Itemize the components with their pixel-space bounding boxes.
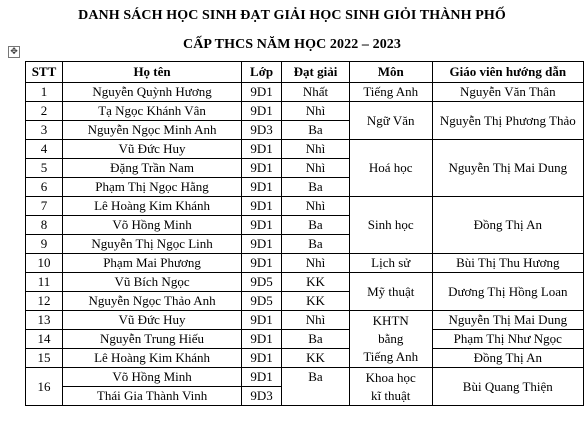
- cell-award: Nhất: [282, 83, 350, 102]
- cell-name: Vũ Bích Ngọc: [62, 273, 241, 292]
- table-row: [26, 254, 584, 273]
- cell-stt: 8: [26, 216, 63, 235]
- cell-stt: 12: [26, 292, 63, 311]
- cell-award: Nhì: [282, 159, 350, 178]
- cell-class: 9D1: [242, 254, 282, 273]
- cell-stt: 16: [26, 368, 63, 406]
- cell-stt: 9: [26, 235, 63, 254]
- cell-name: Vũ Đức Huy: [62, 311, 241, 330]
- cell-class: 9D5: [242, 292, 282, 311]
- table-row: [26, 83, 584, 102]
- table-row: [26, 311, 584, 330]
- cell-stt: 5: [26, 159, 63, 178]
- cell-award: Ba: [282, 368, 350, 406]
- cell-award: Ba: [282, 330, 350, 349]
- cell-class: 9D1: [242, 102, 282, 121]
- cell-teacher: Nguyễn Thị Mai Dung: [432, 311, 583, 330]
- cell-subject: Lịch sử: [349, 254, 432, 273]
- cell-teacher: Đồng Thị An: [432, 349, 583, 368]
- table-row: [26, 330, 584, 349]
- cell-class: 9D1: [242, 83, 282, 102]
- cell-name: Phạm Thị Ngọc Hằng: [62, 178, 241, 197]
- cell-award: Nhì: [282, 311, 350, 330]
- cell-award: KK: [282, 292, 350, 311]
- header-subject: Môn: [349, 62, 432, 83]
- cell-class: 9D3: [242, 387, 282, 406]
- cell-class: 9D1: [242, 368, 282, 387]
- cell-stt: 3: [26, 121, 63, 140]
- cell-teacher: Nguyễn Văn Thân: [432, 83, 583, 102]
- cell-teacher: Dương Thị Hồng Loan: [432, 273, 583, 311]
- cell-teacher: Bùi Quang Thiện: [432, 368, 583, 406]
- move-handle-icon[interactable]: ✥: [8, 46, 20, 58]
- cell-award: Nhì: [282, 140, 350, 159]
- cell-class: 9D1: [242, 235, 282, 254]
- cell-award: KK: [282, 349, 350, 368]
- header-stt: STT: [26, 62, 63, 83]
- subject-line: KHTN: [372, 313, 409, 328]
- cell-award: Nhì: [282, 197, 350, 216]
- cell-class: 9D1: [242, 140, 282, 159]
- cell-subject: Hoá học: [349, 140, 432, 197]
- table-row: [26, 349, 584, 368]
- cell-award: Nhì: [282, 102, 350, 121]
- cell-award: Nhì: [282, 254, 350, 273]
- cell-name: Nguyễn Ngọc Minh Anh: [62, 121, 241, 140]
- cell-name: Lê Hoàng Kim Khánh: [62, 349, 241, 368]
- cell-award: Ba: [282, 178, 350, 197]
- cell-name: Thái Gia Thành Vinh: [62, 387, 241, 406]
- cell-name: Nguyễn Thị Ngọc Linh: [62, 235, 241, 254]
- cell-class: 9D1: [242, 311, 282, 330]
- table-row: [26, 368, 584, 387]
- cell-class: 9D1: [242, 178, 282, 197]
- table-row: [26, 102, 584, 121]
- subject-line: Tiếng Anh: [363, 349, 419, 364]
- header-teacher: Giáo viên hướng dẫn: [432, 62, 583, 83]
- cell-award: KK: [282, 273, 350, 292]
- cell-name: Vũ Đức Huy: [62, 140, 241, 159]
- cell-award: Ba: [282, 235, 350, 254]
- cell-award: Ba: [282, 121, 350, 140]
- cell-stt: 13: [26, 311, 63, 330]
- table-row: [26, 140, 584, 159]
- cell-class: 9D1: [242, 216, 282, 235]
- cell-stt: 7: [26, 197, 63, 216]
- award-table: [25, 61, 584, 406]
- subject-line: bằng: [378, 331, 404, 346]
- header-name: Họ tên: [62, 62, 241, 83]
- cell-subject: Ngữ Văn: [349, 102, 432, 140]
- cell-subject: Tiếng Anh: [349, 83, 432, 102]
- cell-class: 9D1: [242, 330, 282, 349]
- document-title: DANH SÁCH HỌC SINH ĐẠT GIẢI HỌC SINH GIỎI THÀNH PHỐ: [78, 8, 506, 23]
- cell-name: Lê Hoàng Kim Khánh: [62, 197, 241, 216]
- cell-subject: [349, 311, 432, 368]
- cell-subject: [349, 368, 432, 406]
- cell-class: 9D1: [242, 197, 282, 216]
- cell-stt: 15: [26, 349, 63, 368]
- header-class: Lớp: [242, 62, 282, 83]
- cell-stt: 11: [26, 273, 63, 292]
- cell-name: Tạ Ngọc Khánh Vân: [62, 102, 241, 121]
- cell-name: Đặng Trần Nam: [62, 159, 241, 178]
- cell-teacher: Nguyễn Thị Phương Thảo: [432, 102, 583, 140]
- cell-name: Nguyễn Quỳnh Hương: [62, 83, 241, 102]
- cell-subject: Mỹ thuật: [349, 273, 432, 311]
- cell-class: 9D5: [242, 273, 282, 292]
- cell-stt: 6: [26, 178, 63, 197]
- table-row: [26, 273, 584, 292]
- cell-class: 9D3: [242, 121, 282, 140]
- cell-stt: 2: [26, 102, 63, 121]
- cell-class: 9D1: [242, 159, 282, 178]
- cell-name: Võ Hồng Minh: [62, 216, 241, 235]
- header-award: Đạt giải: [282, 62, 350, 83]
- table-row: [26, 197, 584, 216]
- cell-name: Phạm Mai Phương: [62, 254, 241, 273]
- cell-teacher: Nguyễn Thị Mai Dung: [432, 140, 583, 197]
- cell-name: Nguyễn Trung Hiếu: [62, 330, 241, 349]
- cell-name: Võ Hồng Minh: [62, 368, 241, 387]
- cell-subject: Sinh học: [349, 197, 432, 254]
- cell-name: Nguyễn Ngọc Thảo Anh: [62, 292, 241, 311]
- header-row: [26, 62, 584, 83]
- cell-stt: 4: [26, 140, 63, 159]
- subject-line: Khoa học: [365, 369, 416, 385]
- cell-teacher: Phạm Thị Như Ngọc: [432, 330, 583, 349]
- subject-line: kĩ thuật: [371, 387, 411, 403]
- cell-stt: 14: [26, 330, 63, 349]
- cell-stt: 10: [26, 254, 63, 273]
- document-subtitle: CẤP THCS NĂM HỌC 2022 – 2023: [183, 37, 401, 52]
- cell-award: Ba: [282, 216, 350, 235]
- cell-stt: 1: [26, 83, 63, 102]
- cell-class: 9D1: [242, 349, 282, 368]
- cell-teacher: Bùi Thị Thu Hương: [432, 254, 583, 273]
- cell-teacher: Đồng Thị An: [432, 197, 583, 254]
